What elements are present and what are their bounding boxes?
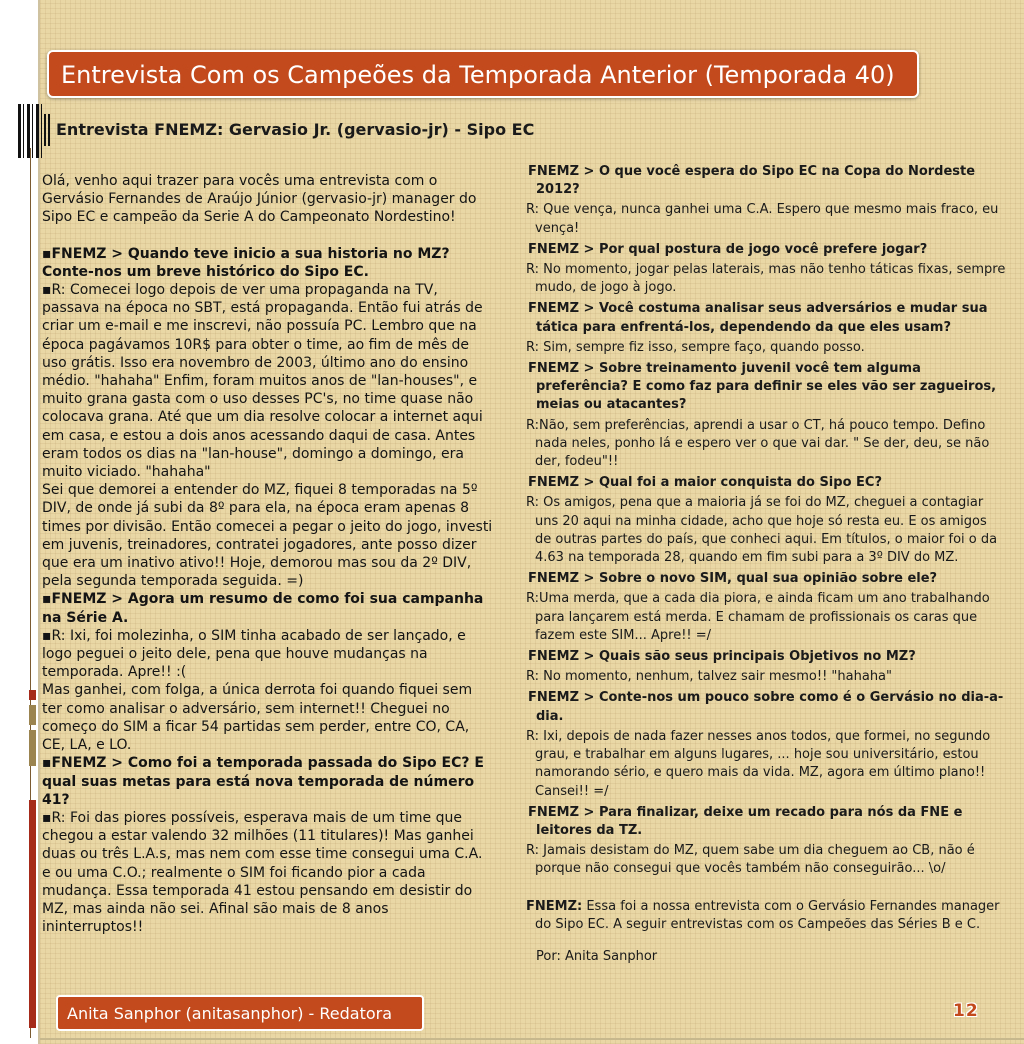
answer: R: Ixi, depois de nada fazer nesses anos todos, que formei, no segundo grau, e trabalhar em alguns lugares, ... hoje sou universitário, estou namorando sério, e quero mais da vida. MZ, agora em último plano!! Cansei!! =/ — [526, 728, 991, 799]
question: FNEMZ > Sobre treinamento juvenil você tem alguma preferência? E como faz para definir se eles vão ser zagueiros, meias ou atacantes? — [528, 361, 997, 413]
question: ▪FNEMZ > Como foi a temporada passada do Sipo EC? E qual suas metas para está nova temporada de número 41? — [42, 755, 484, 808]
right-column — [526, 163, 1006, 966]
answer: R: No momento, jogar pelas laterais, mas não tenho táticas fixas, sempre mudo, de jogo à jogo. — [526, 262, 1006, 296]
byline: Por: Anita Sanphor — [536, 948, 658, 964]
answer: R: Os amigos, pena que a maioria já se foi do MZ, cheguei a contagiar uns 20 aqui na minha cidade, acho que hoje só resta eu. E os amigos de outras partes do país, que conheci aqui. Em títulos, o maior foi o da 4.63 na temporada 28, quando em fim subi para a 3º DIV do MZ. — [526, 495, 998, 566]
closing-paragraph — [526, 898, 1006, 934]
page-number: 12 — [953, 1001, 979, 1021]
question: FNEMZ > Quais são seus principais Objetivos no MZ? — [528, 649, 916, 665]
decorative-bar — [29, 690, 36, 700]
decorative-bar — [29, 800, 36, 1028]
question: FNEMZ > Sobre o novo SIM, qual sua opinião sobre ele? — [528, 571, 938, 587]
answer: ▪R: Ixi, foi molezinha, o SIM tinha acabado de ser lançado, e logo peguei o jeito dele, pena que houve mudanças na temporada. Apre!! :( — [42, 627, 466, 681]
question: ▪FNEMZ > Quando teve inicio a sua historia no MZ? Conte-nos um breve histórico do Sipo EC. — [42, 245, 450, 280]
answer: ▪R: Comecei logo depois de ver uma propaganda na TV, passava na época no SBT, está propaganda. Então fui atrás de criar um e-mail e me inscrevi, não possuía PC. Lembro que na época pagávamos 10R$ para obter o time, ao fim de mês de uso grátis. Isso era novembro de 2003, último ano do ensino médio. "hahaha" Enfim, foram muitos anos de "lan-houses", e muito grana gasta com o uso desses PC's, no time quase não colocava grana. Até que um dia resolve colocar a internet aqui em casa, e estou a dois anos acessando daqui de casa. Antes eram todos os dias na "lan-house", domingo a domingo, era muito viciado. "hahaha" — [42, 282, 483, 481]
author-banner: Anita Sanphor (anitasanphor) - Redatora — [56, 995, 424, 1031]
question: ▪FNEMZ > Agora um resumo de como foi sua campanha na Série A. — [42, 591, 484, 626]
answer: ▪R: Foi das piores possíveis, esperava mais de um time que chegou a estar valendo 32 milhões (11 titulares)! Mas ganhei duas ou três L.A.s, mas nem com esse time consegui uma C.A. e ou uma C.O.; realmente o SIM foi ficando pior a cada mudança. Essa temporada 41 estou pensando em desistir do MZ, mas ainda não sei. Afinal são mais de 8 anos ininterruptos!! — [42, 809, 483, 936]
question: FNEMZ > Qual foi a maior conquista do Sipo EC? — [528, 475, 882, 491]
answer: R:Não, sem preferências, aprendi a usar o CT, há pouco tempo. Defino nada neles, ponho lá e espero ver o que vai dar. " Se der, deu, se não der, fodeu"!! — [526, 417, 990, 470]
question: FNEMZ > Para finalizar, deixe um recado para nós da FNE e leitores da TZ. — [528, 804, 963, 838]
answer: Sei que demorei a entender do MZ, fiquei 8 temporadas na 5º DIV, de onde já subi da 8º para ela, na época eram apenas 8 times por divisão. Então comecei a pegar o jeito do jogo, investi em juvenis, treinadores, contratei jogadores, ante posso dizer que era um inativo ativo!! Hoje, demorou mas sou da 2º DIV, pela segunda temporada seguida. =) — [42, 482, 493, 590]
answer: R: Que vença, nunca ganhei uma C.A. Espero que mesmo mais fraco, eu vença! — [526, 202, 999, 236]
question: FNEMZ > Por qual postura de jogo você prefere jogar? — [528, 241, 928, 257]
decorative-bar — [29, 705, 36, 725]
interview-subtitle: Entrevista FNEMZ: Gervasio Jr. (gervasio-jr) - Sipo EC — [56, 120, 535, 139]
answer: R:Uma merda, que a cada dia piora, e ainda ficam um ano trabalhando para lançarem está merda. E chamam de profissionais os caras que fazem este SIM... Apre!! =/ — [526, 591, 990, 643]
question: FNEMZ > Conte-nos um pouco sobre como é o Gervásio no dia-a-dia. — [528, 690, 1004, 724]
question: FNEMZ > O que você espera do Sipo EC na Copa do Nordeste 2012? — [528, 164, 976, 198]
answer: R: Sim, sempre fiz isso, sempre faço, quando posso. — [526, 339, 865, 355]
closing-text: Essa foi a nossa entrevista com o Gervásio Fernandes manager do Sipo EC. A seguir entrevistas com os Campeões das Séries B e C. — [535, 898, 1000, 932]
closing-label: FNEMZ: — [526, 898, 583, 914]
answer: R: Jamais desistam do MZ, quem sabe um dia cheguem ao CB, não é porque não consegui que vocês também não conseguirão... \o/ — [526, 843, 975, 877]
answer: Mas ganhei, com folga, a única derrota foi quando fiquei sem ter como analisar o adversário, sem internet!! Cheguei no começo do SIM a ficar 54 partidas sem perder, entre CO, CA, CE, LA, e LO. — [42, 682, 473, 754]
answer: R: No momento, nenhum, talvez sair mesmo!! "hahaha" — [526, 669, 893, 685]
bottom-rule — [40, 1038, 1024, 1040]
intro-paragraph: Olá, venho aqui trazer para vocês uma entrevista com o Gervásio Fernandes de Araújo Júnior (gervasio-jr) manager do Sipo EC e campeão da Serie A do Campeonato Nordestino! — [42, 173, 477, 226]
decorative-bar — [29, 730, 36, 766]
page-title: Entrevista Com os Campeões da Temporada Anterior (Temporada 40) — [47, 50, 919, 98]
barcode-decoration-small — [44, 114, 52, 146]
question: FNEMZ > Você costuma analisar seus adversários e mudar sua tática para enfrentá-los, dependendo da que eles usam? — [528, 301, 988, 335]
left-column — [42, 172, 494, 936]
